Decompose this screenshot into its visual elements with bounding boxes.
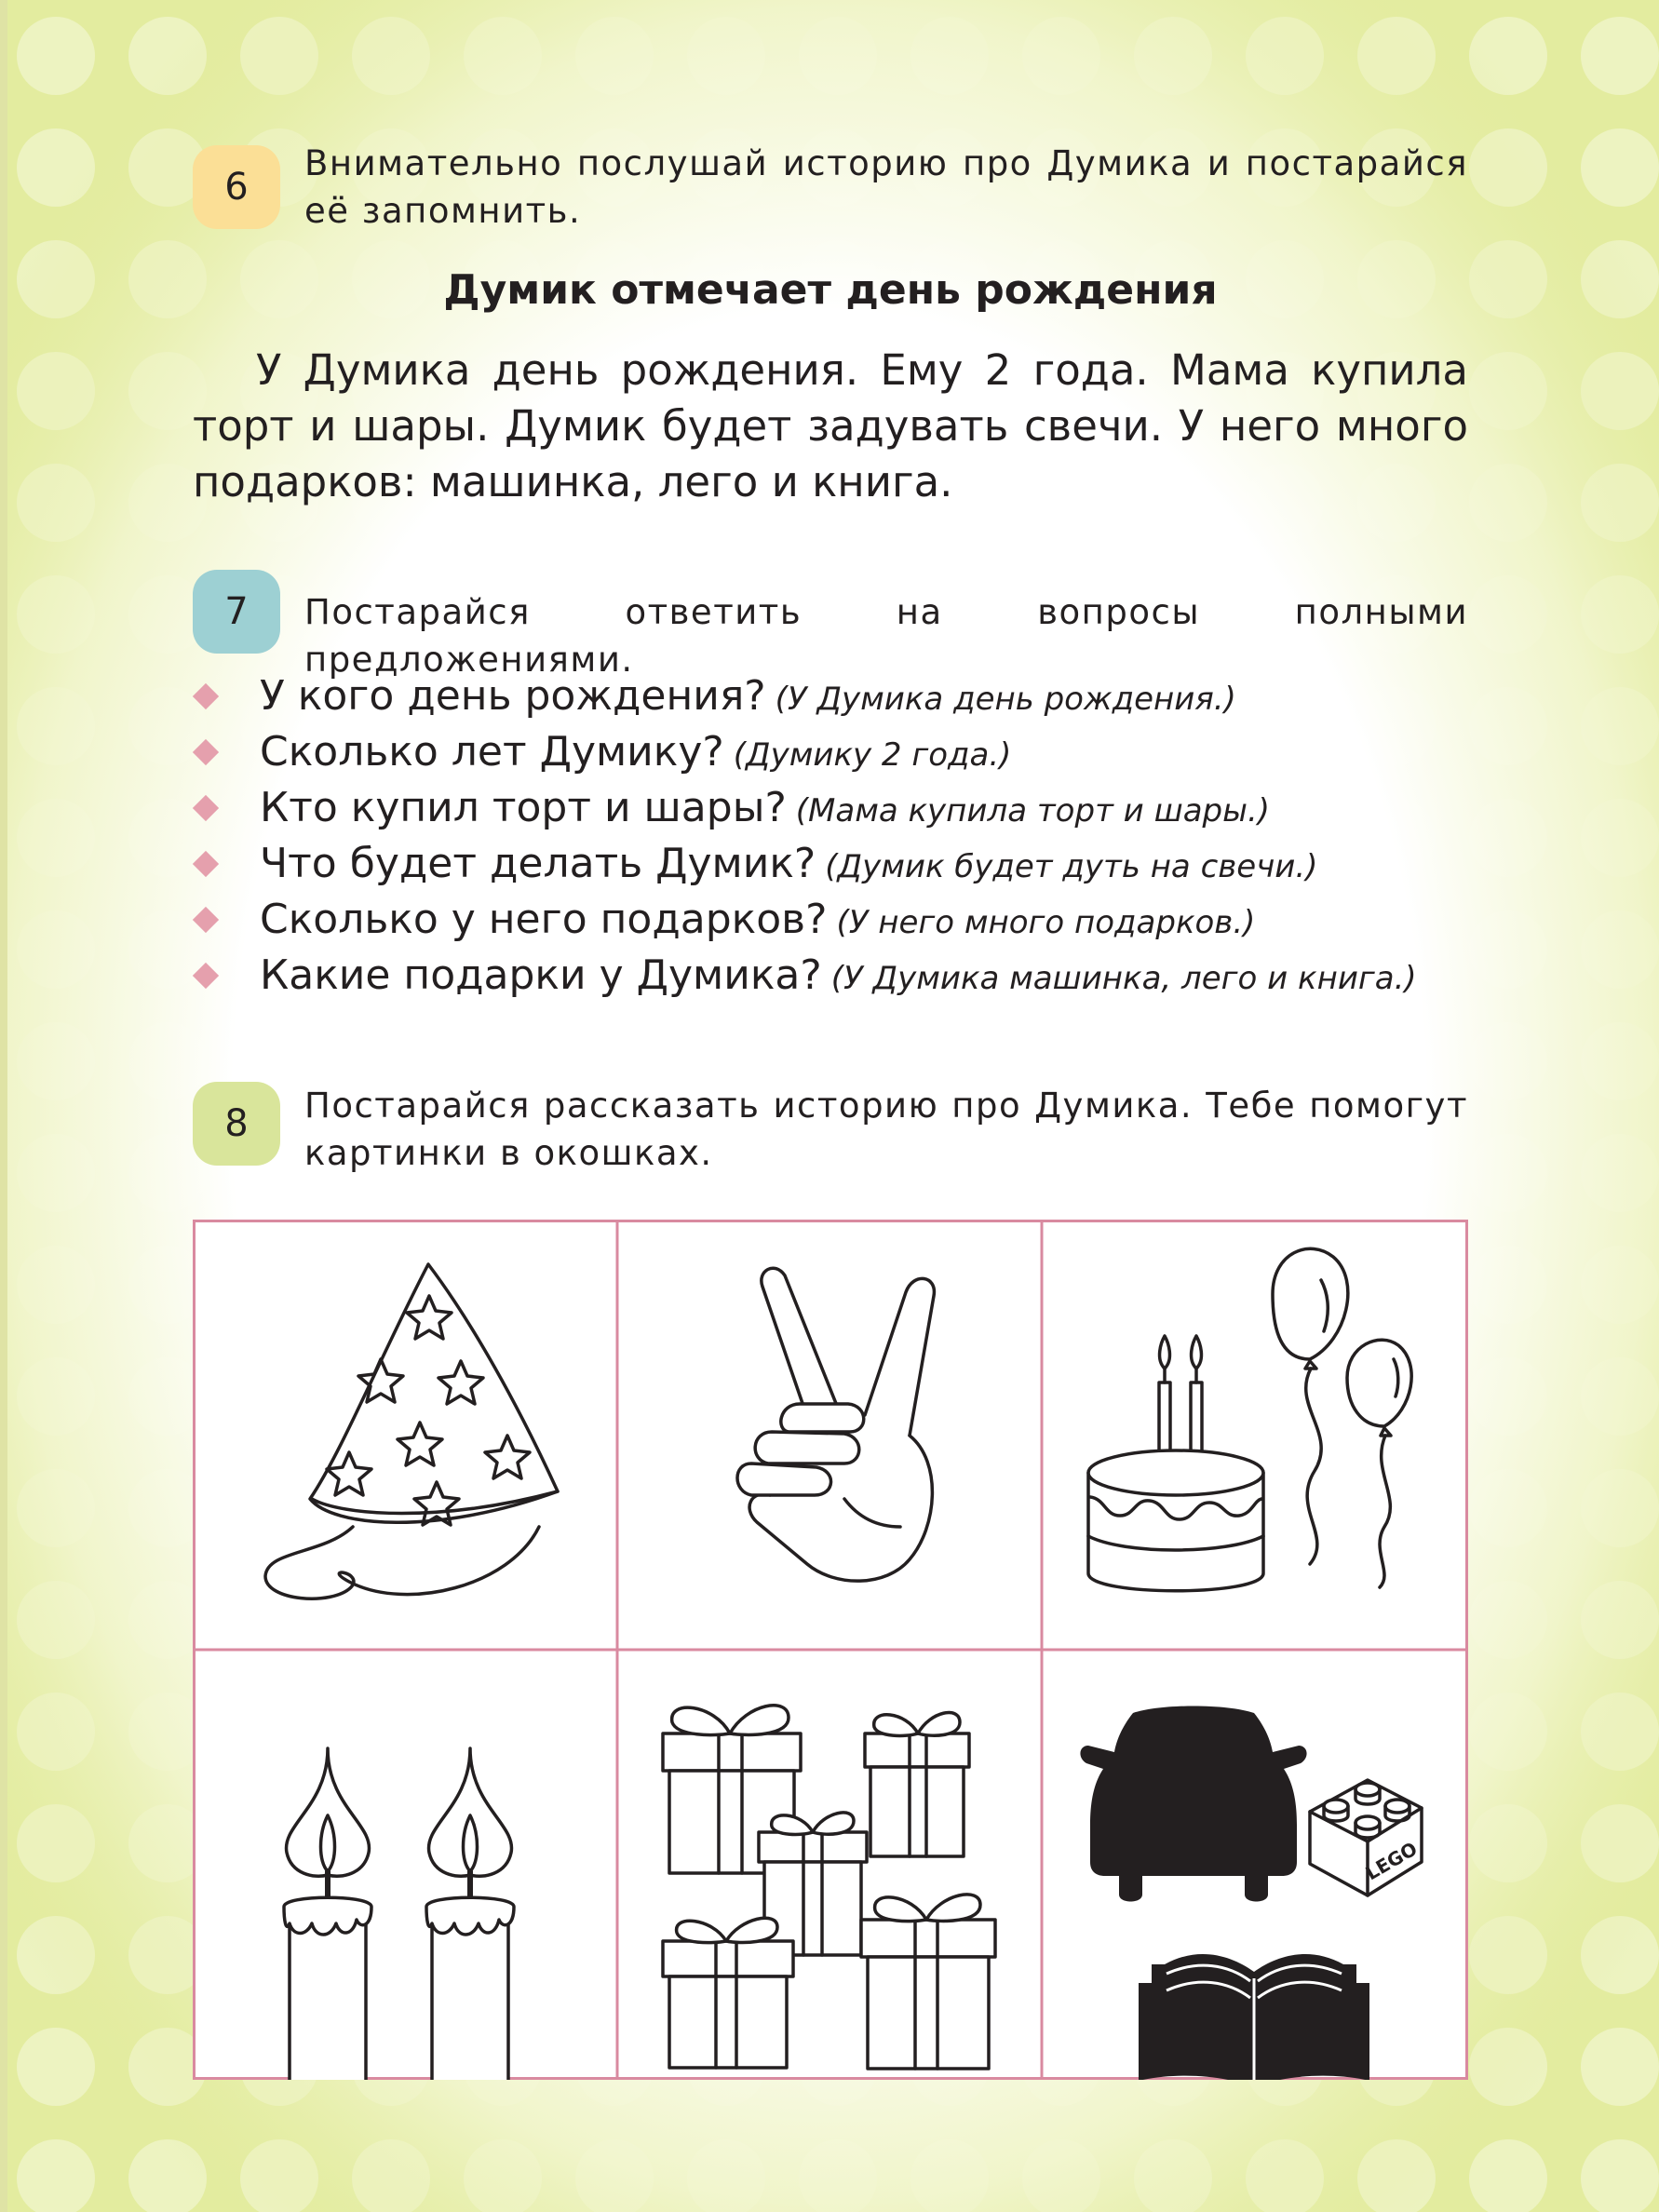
bullet-diamond-icon — [193, 795, 219, 821]
question-text: Что будет делать Думик? — [260, 840, 816, 887]
questions-list — [193, 668, 1477, 1004]
bullet-diamond-icon — [193, 683, 219, 709]
question-text: У кого день рождения? — [260, 672, 766, 720]
task-6-instruction: Внимательно послушай историю про Думика и постарайся её запомнить. — [304, 143, 1468, 231]
answer-text: (Думик будет дуть на свечи.) — [825, 848, 1318, 885]
answer-text: (У Думика день рождения.) — [775, 681, 1236, 718]
task-number-7-badge — [193, 570, 280, 654]
task-number-6-badge — [193, 145, 280, 229]
story-text: У Думика день рождения. Ему 2 года. Мама купила торт и шары. Думик будет задувать свечи. У него много подарков: машинка, лего и книга. — [193, 345, 1468, 506]
task-8-instruction: Постарайся рассказать историю про Думика. Тебе помогут картинки в окошках. — [304, 1086, 1468, 1173]
bullet-diamond-icon — [193, 739, 219, 765]
bullet-diamond-icon — [193, 963, 219, 989]
answer-text: (У Думика машинка, лего и книга.) — [830, 960, 1417, 997]
lego-logo-text: LEGO — [1361, 1837, 1422, 1885]
question-text: Сколько у него подарков? — [260, 896, 828, 943]
answer-text: (У него много подарков.) — [836, 904, 1256, 941]
question-text: Какие подарки у Думика? — [260, 951, 822, 999]
question-item — [193, 892, 1477, 948]
bullet-diamond-icon — [193, 907, 219, 933]
task-number-6: 6 — [224, 166, 249, 209]
question-item — [193, 948, 1477, 1004]
question-item — [193, 780, 1477, 836]
question-item — [193, 668, 1477, 724]
question-text: Сколько лет Думику? — [260, 728, 724, 776]
task-7-instruction: Постарайся ответить на вопросы полными предложениями. — [304, 592, 1468, 680]
task-number-8: 8 — [224, 1102, 249, 1145]
answer-text: (Мама купила торт и шары.) — [795, 792, 1271, 830]
question-item — [193, 836, 1477, 892]
task-number-8-badge — [193, 1082, 280, 1166]
picture-grid — [193, 1220, 1468, 2080]
question-text: Кто купил торт и шары? — [260, 784, 787, 831]
bullet-diamond-icon — [193, 851, 219, 877]
question-item — [193, 724, 1477, 780]
answer-text: (Думику 2 года.) — [733, 736, 1012, 774]
task-number-7: 7 — [224, 590, 249, 633]
story-title: Думик отмечает день рождения — [443, 266, 1218, 314]
